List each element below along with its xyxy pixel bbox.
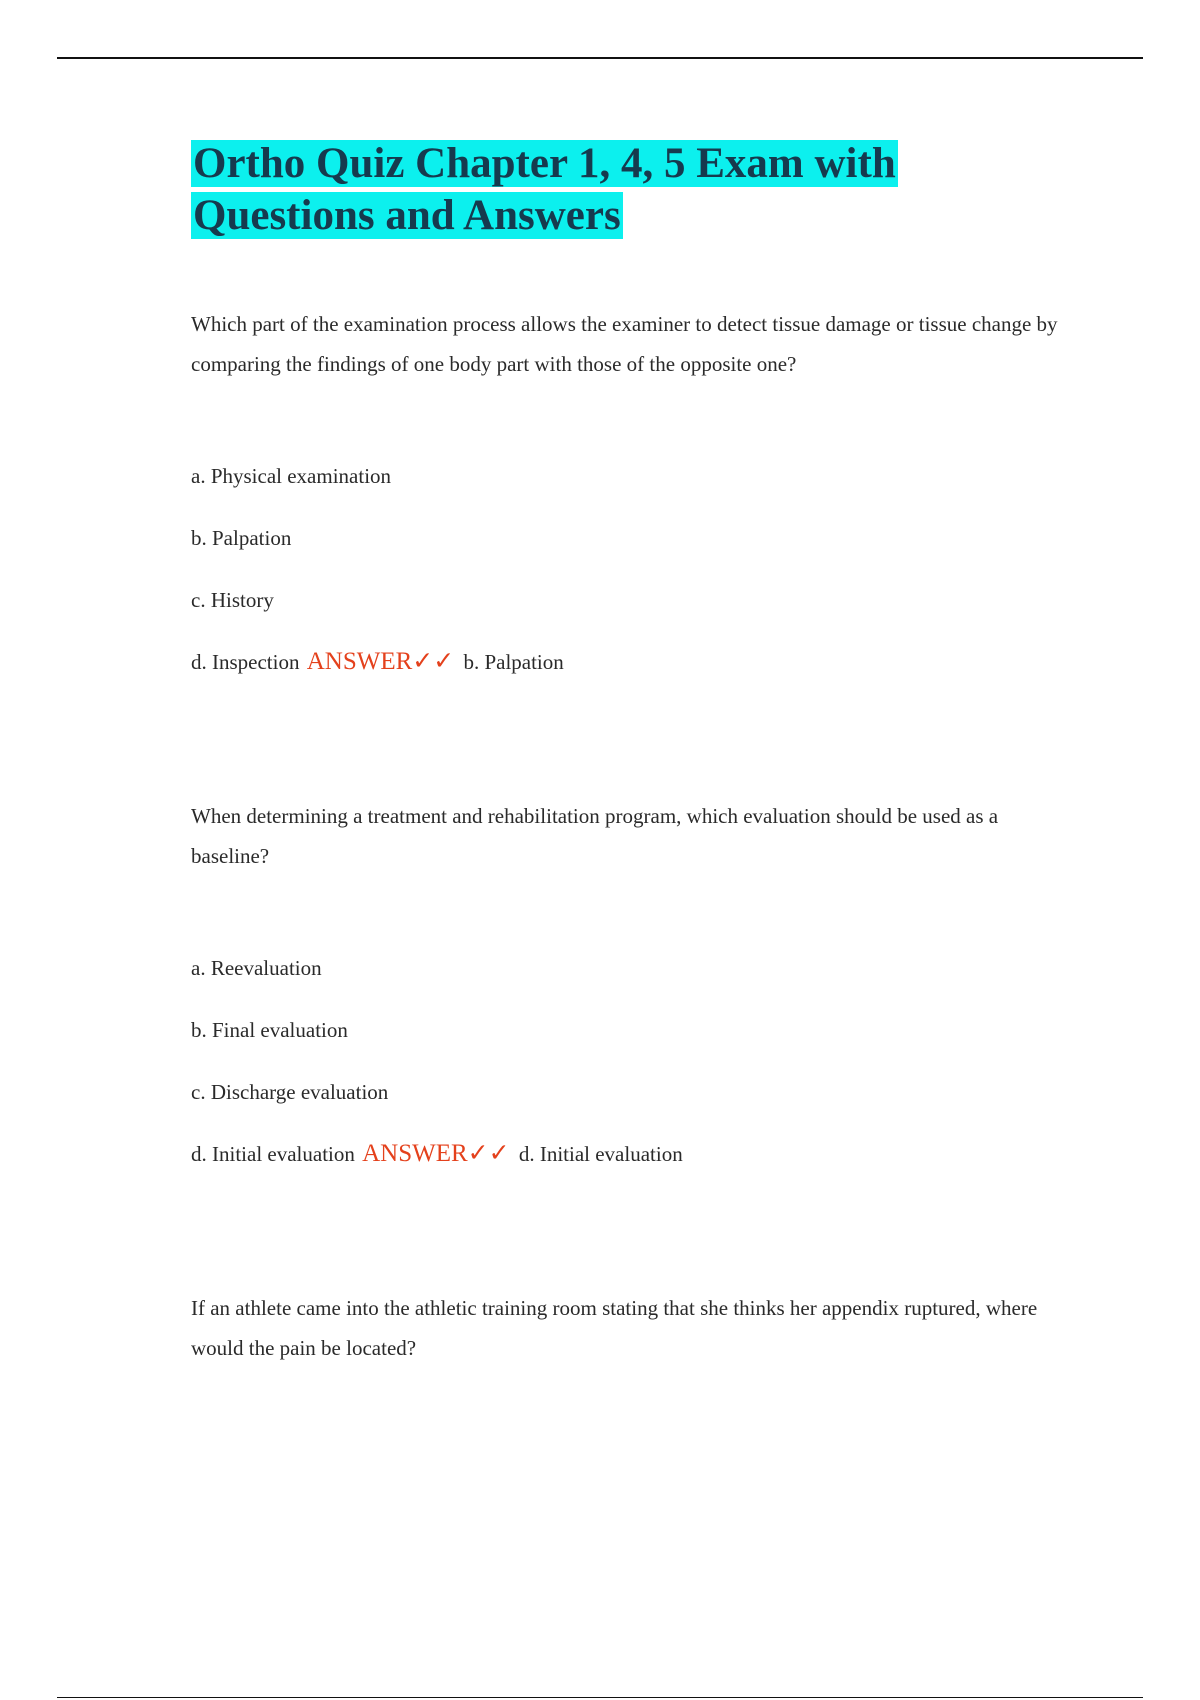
- question-2: [191, 796, 1071, 1168]
- option-b: b. Final evaluation: [191, 1018, 348, 1042]
- question-text: When determining a treatment and rehabilitation program, which evaluation should be used as a baseline?: [191, 804, 999, 868]
- footer-rule: [57, 1697, 1143, 1698]
- option-d: d. Inspection: [191, 650, 300, 674]
- option-d: d. Initial evaluation: [191, 1142, 355, 1166]
- question-3: [191, 1288, 1071, 1368]
- option-list: [191, 462, 1071, 676]
- header-rule: [57, 57, 1143, 59]
- title-highlight: Ortho Quiz Chapter 1, 4, 5 Exam with Questions and Answers: [193, 140, 896, 239]
- option-b: b. Palpation: [191, 526, 292, 550]
- option-c: c. History: [191, 588, 274, 612]
- option-list: [191, 954, 1071, 1168]
- option-d-with-answer: [191, 1140, 1071, 1168]
- document-title: [191, 138, 1071, 242]
- answer-value: d. Initial evaluation: [518, 1142, 683, 1166]
- option-c: c. Discharge evaluation: [191, 1080, 389, 1104]
- answer-value: b. Palpation: [463, 650, 564, 674]
- question-text: If an athlete came into the athletic training room stating that she thinks her appendix ruptured, where would the pain be located?: [191, 1296, 1038, 1360]
- option-d-with-answer: [191, 648, 1071, 676]
- answer-label: ANSWER✓✓: [306, 648, 455, 675]
- option-a: a. Reevaluation: [191, 956, 322, 980]
- document-body: [191, 138, 1071, 1368]
- question-1: [191, 304, 1071, 676]
- answer-label: ANSWER✓✓: [362, 1140, 510, 1167]
- option-a: a. Physical examination: [191, 464, 392, 488]
- question-text: Which part of the examination process allows the examiner to detect tissue damage or tissue change by comparing the findings of one body part with those of the opposite one?: [191, 312, 1058, 376]
